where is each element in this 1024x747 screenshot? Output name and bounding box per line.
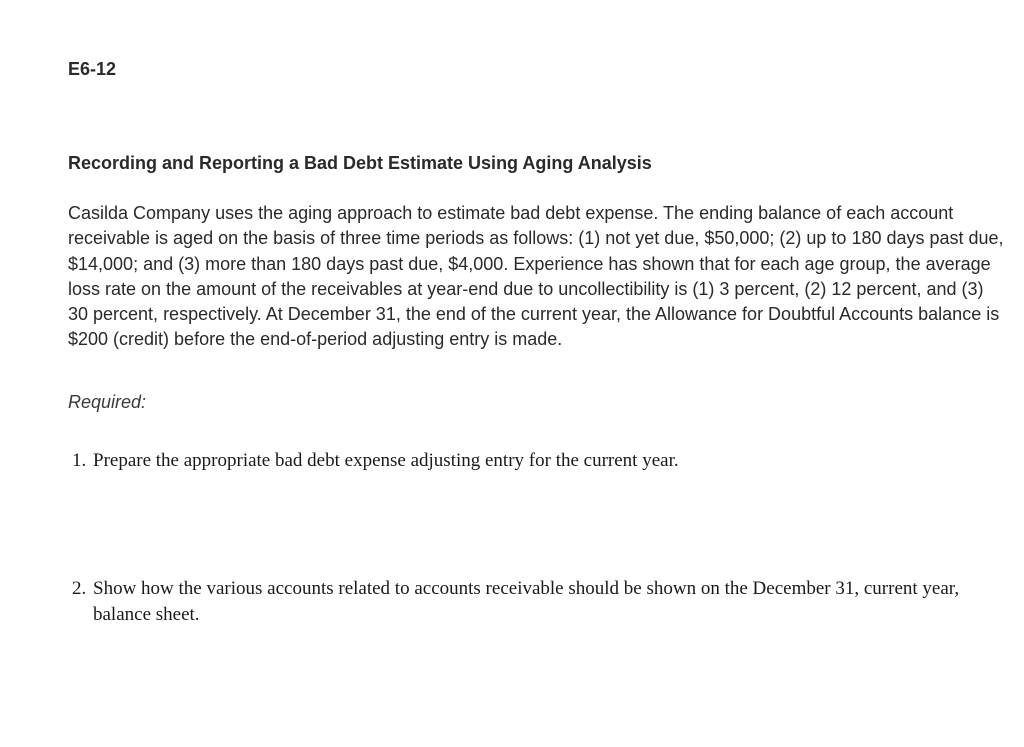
requirement-number: 2. xyxy=(72,578,87,599)
exercise-title: Recording and Reporting a Bad Debt Estimate Using Aging Analysis xyxy=(68,153,652,173)
requirement-item xyxy=(72,576,972,628)
problem-statement: Casilda Company uses the aging approach to estimate bad debt expense. The ending balance of each account receivable is aged on the basis of three time periods as follows: (1) not yet due, $50,000; (2) up to 180 days past due, $14,000; and (3) more than 180 days past due, $4,000. Experience has shown that for each age group, the average loss rate on the amount of the receivables at year-end due to uncollectibility is (1) 3 percent, (2) 12 percent, and (3) 30 percent, respectively. At December 31, the end of the current year, the Allowance for Doubtful Accounts balance is $200 (credit) before the end-of-period adjusting entry is made. xyxy=(68,203,1004,350)
requirement-text: Prepare the appropriate bad debt expense adjusting entry for the current year. xyxy=(93,450,679,471)
requirement-number: 1. xyxy=(72,450,87,471)
exercise-id: E6-12 xyxy=(68,59,117,79)
requirement-text: Show how the various accounts related to accounts receivable should be shown on the December 31, current year, balance sheet. xyxy=(93,578,960,625)
required-label: Required: xyxy=(68,392,147,412)
requirement-item xyxy=(72,448,972,474)
